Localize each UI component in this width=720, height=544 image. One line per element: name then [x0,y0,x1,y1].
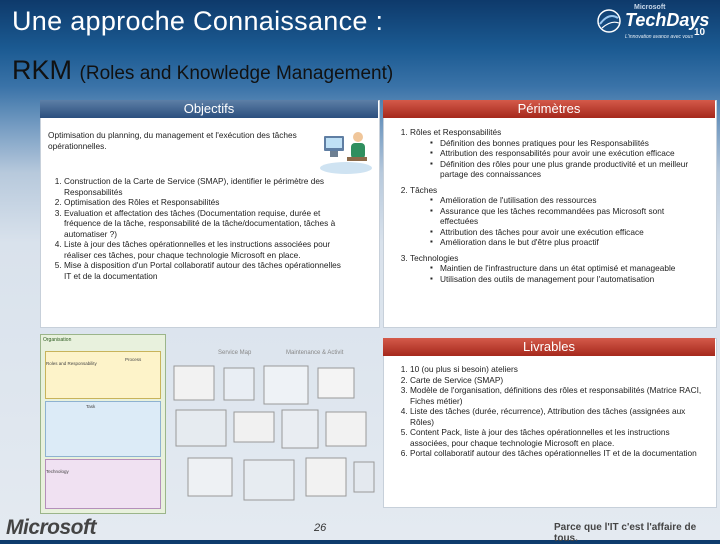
list-item: 4. Liste des tâches (durée, récurrence), Attribution des tâches (assignées aux Rôles) [410,406,702,427]
list-item [410,253,692,285]
list-item: 3. Evaluation et affectation des tâches (Documentation requise, durée et fréquence de la tâche, responsabilité de la tâche/documentation, tâches à automatiser ?) [64,208,346,240]
perimetre-label: Rôles et Responsabilités [410,127,502,137]
tech-label: Technology [46,469,69,474]
person-at-computer-icon [318,124,374,176]
list-item: 1. Construction de la Carte de Service (SMAP), identifier le périmètre des Responsabilités [64,176,346,197]
list-item: 6. Portal collaboratif autour des tâches opérationnelles IT et de la documentation [410,448,702,459]
sub-list-item: ▪ Utilisation des outils de management pour l'automatisation [428,274,692,285]
techdays-logo [592,4,712,44]
sub-list-item: ▪ Amélioration de l'utilisation des ressources [428,195,692,206]
microsoft-logo: Microsoft [6,516,96,539]
sub-list-item: ▪ Attribution des responsabilités pour avoir une exécution efficace [428,148,692,159]
list-item: 5. Content Pack, liste à jour des tâches opérationnelles et les instructions associées, pour chaque technologie Microsoft en place. [410,427,702,448]
slide-title-line1: Une approche Connaissance : [12,6,384,36]
perimetres-list [392,127,692,284]
process-label: Process [125,357,142,362]
task-band [45,401,161,457]
livrables-list [392,364,702,459]
list-item: 3. Modèle de l'organisation, définitions des rôles et responsabilités (Matrice RACI, Fiches métier) [410,385,702,406]
objectifs-header: Objectifs [40,100,378,118]
service-map-label: Service Map [218,350,252,356]
sub-list-item: ▪ Définition des rôles pour une plus grande productivité et un meilleur partage des connaissances [428,159,692,180]
logo-microsoft-text: Microsoft [634,4,666,11]
sub-list-item: ▪ Définition des bonnes pratiques pour les Responsabilités [428,138,692,149]
logo-tagline: L'innovation avance avec vous [625,34,693,40]
sub-list-item: ▪ Assurance que les tâches recommandées pas Microsoft sont effectuées [428,206,692,227]
perimetre-label: Technologies [410,252,459,263]
logo-techdays-text: TechDays [625,10,710,30]
sub-list-item: ▪ Amélioration dans le but d'être plus proactif [428,237,692,248]
organisation-label: Organisation [43,337,72,343]
process-band [45,357,159,365]
list-item: 4. Liste à jour des tâches opérationnelles et les instructions associées pour réaliser ces tâches, pour chaque technologie Microsoft en place. [64,239,346,260]
deliverables-diagram [40,334,380,514]
sub-list-item: ▪ Attribution des tâches pour avoir une exécution efficace [428,227,692,238]
tech-band [45,459,161,509]
maintenance-label: Maintenance & Activit [286,350,344,356]
list-item: 1. 10 (ou plus si besoin) ateliers [410,364,702,375]
list-item: 5. Mise à disposition d'un Portal collaboratif autour des tâches opérationnelles IT et de la documentation [64,260,346,281]
footer-slogan: Parce que l'IT c'est l'affaire de tous. [554,522,697,544]
sub-list-item: ▪ Maintien de l'infrastructure dans un état optimisé et manageable [428,263,692,274]
page-number: 26 [314,522,327,534]
perimetres-header: Périmètres [383,100,715,118]
list-item [410,185,692,248]
livrables-header: Livrables [383,338,715,356]
organisation-diagram [40,334,166,514]
objectifs-intro: Optimisation du planning, du management et l'exécution des tâches opérationnelles. [48,130,297,151]
perimetre-label: Tâches [410,184,438,195]
roles-label: Roles and Responsability [46,361,97,366]
list-item: 2. Optimisation des Rôles et Responsabilités [64,197,346,208]
service-map-thumbnails [168,362,378,512]
slide-title-line2 [12,55,393,86]
list-item [410,127,692,180]
title-rkm: RKM [12,55,72,85]
logo-edition: 10 [694,27,706,38]
globe-icon [596,8,622,34]
title-rkm-expansion: (Roles and Knowledge Management) [79,63,394,84]
list-item: 2. Carte de Service (SMAP) [410,375,702,386]
objectifs-list [46,176,346,281]
task-label: Task [86,404,96,409]
